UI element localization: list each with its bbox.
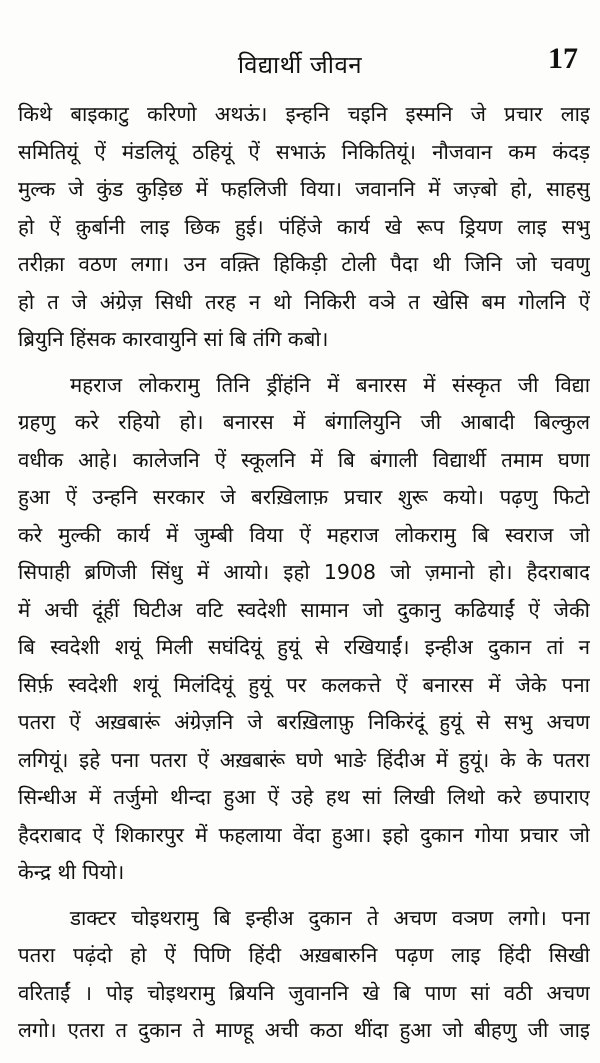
text-line: बि स्वदेशी शयूं मिली सघंदियूं हुयूं से रखियाईं। इन्हीअ दुकान तां न — [18, 635, 590, 659]
text-line: हैदराबाद ऐं शिकारपुर में फहलाया वेंदा हुआ। इहो दुकान गोया प्रचार जो — [18, 822, 590, 847]
text-line: मुल्क जे कुंड कुड़िछ में फहलिजी विया। जवाननि में जज़्बो हो, साहसु — [18, 177, 590, 201]
page-number: 17 — [548, 42, 578, 75]
text-line: हुआ ऐं उन्हनि सरकार जे बरख़िलाफ़ प्रचार शुरू कयो। पढ़णु फिटो — [18, 485, 590, 509]
text-line: समितियूं ऐं मंडलियूं ठहियूं ऐं सभाऊं निकितियूं। नौजवान कम कंदड़ — [18, 139, 590, 164]
text-line: ब्रियुनि हिंसक कारवायुनि सां बि तंगि कबो। — [18, 327, 329, 351]
text-line: किथे बाइकाटु करिणो अथऊं। इन्हनि चइनि इस्मनि जे प्रचार लाइ — [18, 102, 590, 126]
text-line: लगियूं। इहे पना पतरा ऐं अख़बारूं घणे भाङे हिंदीअ में हुयूं। के के पतरा — [18, 747, 590, 772]
text-line: सिर्फ़ स्वदेशी शयूं मिलंदियूं हुयूं पर कलकत्ते ऐं बनारस में जेके पना — [18, 672, 590, 697]
text-line: हो ऐं क़ुर्बानी लाइ छिक हुई। पंहिंजे कार्य खे रूप ड्रियण लाइ सभु — [18, 214, 590, 239]
text-line: वधीक आहे। कालेजनि ऐं स्कूलनि में बि बंगाली विद्यार्थी तमाम घणा — [18, 447, 590, 472]
text-line: तरीक़ा वठण लगा। उन वक़्ति हिकिड़ी टोली पैदा थी जिनि जो चवणु — [18, 252, 590, 276]
text-line: पतरा ऐं अख़बारूं अंग्रेज़नि जे बरख़िलाफ़ु निकिरंदूं हुयूं से सभु अचण — [18, 710, 590, 734]
text-line: हो त जे अंग्रेज़ सिधी तरह न थो निकिरी वञे त खेसि बम गोलनि ऐं — [18, 289, 590, 314]
text-line: ग्रहणु करे रहियो हो। बनारस में बंगालियुनि जी आबादी बिल्कुल — [18, 410, 590, 434]
text-line: महराज लोकरामु तिनि ड्रींहंनि में बनारस में संस्कृत जी विद्या — [70, 372, 590, 397]
text-line: वरिताईं । पोइ चोइथरामु ब्रियनि जुवाननि खे बि पाण सां वठी अचण — [18, 980, 590, 1005]
paragraph-3 — [18, 900, 590, 1050]
running-title: विद्यार्थी जीवन — [237, 51, 363, 79]
paragraph-1 — [18, 96, 590, 359]
text-line: लगो। एतरा त दुकान ते माण्हू अची कठा थींदा हुआ जो बीहणु जी जाइ — [18, 1018, 590, 1042]
text-line: करे मुल्की कार्य में जुम्बी विया ऐं महराज लोकरामु बि स्वराज जो — [18, 522, 590, 547]
text-line: केन्द्र थी पियो। — [18, 860, 125, 884]
page-header — [0, 40, 600, 90]
text-line: सिन्धीअ में तर्जुमो थीन्दा हुआ ऐं उहे हथ सां लिखी लिथो करे छपाराए — [18, 785, 590, 809]
text-line: में अची दूंहीं घिटीअ वटि स्वदेशी सामान जो दुकानु कढियाईं ऐं जेकी — [18, 597, 590, 622]
text-line: डाक्टर चोइथरामु बि इन्हीअ दुकान ते अचण वञण लगो। पना — [70, 905, 590, 930]
text-line: सिपाही ब्रणिजी सिंधु में आयो। इहो 1908 जो ज़मानो हो। हैदराबाद — [18, 560, 590, 584]
body-text — [18, 96, 590, 1050]
text-line: पतरा पढ़ंदो हो ऐं पिणि हिंदी अख़बारुनि पढ़ण लाइ हिंदी सिखी — [18, 943, 590, 967]
paragraph-2 — [18, 367, 590, 892]
